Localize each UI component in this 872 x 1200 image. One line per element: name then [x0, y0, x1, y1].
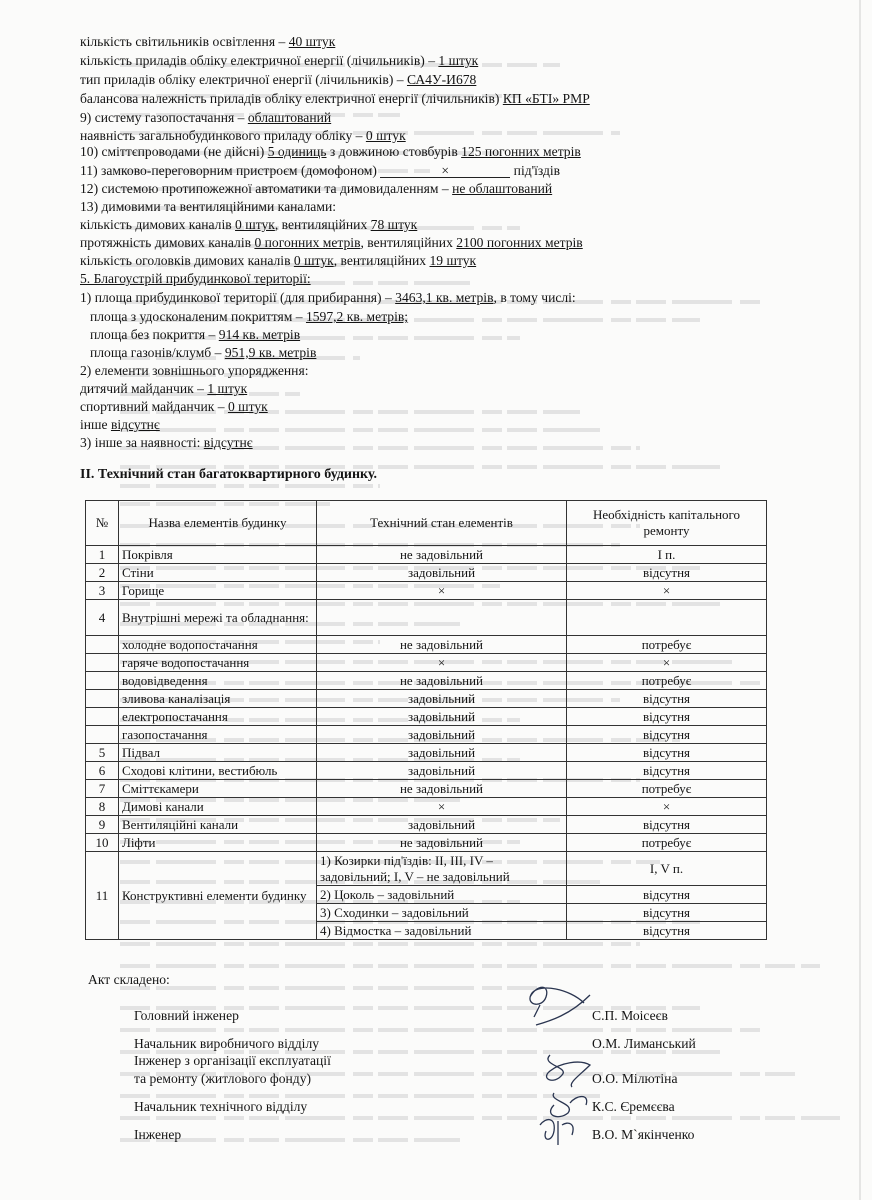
technical-state: задовільний — [317, 564, 567, 582]
table-row — [86, 744, 767, 762]
line-value: 0 штук — [235, 217, 275, 232]
line-value: 1597,2 кв. метрів; — [305, 309, 409, 324]
repair-need: потребує — [567, 672, 767, 690]
table-row — [86, 672, 767, 690]
line-value: 5. Благоустрій прибудинкової території: — [80, 271, 311, 286]
text-line — [80, 199, 336, 215]
signatory-position: Начальник технічного відділу — [134, 1099, 308, 1114]
header-technical-state: Технічний стан елементів — [317, 501, 567, 546]
line-label: спортивний майданчик – — [80, 399, 228, 414]
line-label: дитячий майданчик – — [80, 381, 208, 396]
line-label: кількість оголовків димових каналів — [80, 253, 294, 268]
repair-need: відсутня — [567, 564, 767, 582]
signatory-name: О.О. Мілютіна — [592, 1071, 678, 1086]
technical-state: задовільний — [317, 690, 567, 708]
line-value: 0 штук — [293, 253, 334, 268]
act-compiled-label: Акт складено: — [88, 972, 170, 987]
element-name: зливова каналізація — [119, 690, 317, 708]
technical-state: 1) Козирки під'їздів: II, III, IV – задовільний; I, V – не задовільний — [317, 852, 567, 886]
signatory-name: С.П. Моісеєв — [592, 1008, 668, 1023]
technical-state: 4) Відмостка – задовільний — [317, 922, 567, 940]
repair-need: відсутня — [567, 886, 767, 904]
line-label: з довжиною стовбурів — [326, 144, 462, 159]
row-number — [86, 708, 119, 726]
table-row — [86, 780, 767, 798]
technical-state: задовільний — [317, 708, 567, 726]
line-suffix: під'їздів — [510, 163, 561, 178]
signatory-name: В.О. М`якінченко — [592, 1127, 695, 1142]
signatory-position: Інженер з організації експлуатації — [134, 1053, 331, 1068]
technical-state: задовільний — [317, 744, 567, 762]
row-number — [86, 636, 119, 654]
text-line — [80, 163, 560, 179]
repair-need: відсутня — [567, 726, 767, 744]
row-number: 9 — [86, 816, 119, 834]
technical-state-table — [85, 500, 767, 940]
table-row — [86, 636, 767, 654]
line-label: кількість приладів обліку електричної енергії (лічильників) – — [80, 53, 439, 68]
technical-state: 3) Сходинки – задовільний — [317, 904, 567, 922]
repair-need: відсутня — [567, 816, 767, 834]
line-value: 3463,1 кв. метрів — [395, 290, 494, 305]
line-value: 2100 погонних метрів — [456, 235, 583, 250]
row-number: 5 — [86, 744, 119, 762]
row-number — [86, 690, 119, 708]
line-value: 125 погонних метрів — [461, 144, 581, 159]
line-value: СА4У-И678 — [406, 72, 477, 87]
text-line — [80, 144, 581, 160]
element-name: холодне водопостачання — [119, 636, 317, 654]
repair-need: × — [567, 582, 767, 600]
technical-state: задовільний — [317, 726, 567, 744]
element-name: Внутрішні мережі та обладнання: — [119, 600, 317, 636]
text-line — [80, 235, 583, 251]
line-label: 12) системою протипожежної автоматики та димовидаленням – — [80, 181, 453, 196]
text-line — [80, 363, 309, 379]
line-label: наявність загальнобудинкового приладу обліку – — [80, 128, 366, 143]
repair-need: × — [567, 798, 767, 816]
element-name: гаряче водопостачання — [119, 654, 317, 672]
text-line — [80, 381, 247, 397]
line-value: 1 штук — [438, 53, 479, 68]
text-line — [80, 181, 552, 197]
line-label: балансова належність приладів обліку електричної енергії (лічильників) — [80, 91, 503, 106]
repair-need: × — [567, 654, 767, 672]
repair-need: потребує — [567, 636, 767, 654]
line-label: площа з удосконаленим покриттям – — [90, 309, 306, 324]
line-value: 0 штук — [227, 399, 268, 414]
technical-state: × — [317, 582, 567, 600]
technical-state: задовільний — [317, 816, 567, 834]
signatory-name: К.С. Єремєєва — [592, 1099, 675, 1114]
row-number: 8 — [86, 798, 119, 816]
table-row — [86, 546, 767, 564]
element-name: водовідведення — [119, 672, 317, 690]
row-number: 10 — [86, 834, 119, 852]
row-number: 2 — [86, 564, 119, 582]
repair-need: I, V п. — [567, 852, 767, 886]
table-row — [86, 600, 767, 636]
table-row — [86, 726, 767, 744]
line-label: 13) димовими та вентиляційними каналами: — [80, 199, 336, 214]
text-line — [90, 327, 300, 343]
technical-state: не задовільний — [317, 780, 567, 798]
text-line — [80, 435, 253, 451]
element-name: Покрівля — [119, 546, 317, 564]
technical-state: не задовільний — [317, 834, 567, 852]
table-row — [86, 852, 767, 886]
line-value: відсутнє — [203, 435, 253, 450]
line-label: 10) сміттєпроводами (не дійсні) — [80, 144, 268, 159]
technical-state: не задовільний — [317, 546, 567, 564]
repair-need: відсутня — [567, 762, 767, 780]
technical-state: не задовільний — [317, 636, 567, 654]
element-name: Конструктивні елементи будинку — [119, 852, 317, 940]
signatory-position: Начальник виробничого відділу — [134, 1036, 320, 1051]
line-label: площа без покриття – — [90, 327, 219, 342]
text-line — [80, 217, 417, 233]
line-label: 3) інше за наявності: — [80, 435, 204, 450]
text-line — [80, 110, 331, 126]
table-row — [86, 654, 767, 672]
text-line — [80, 34, 335, 50]
text-line — [90, 309, 408, 325]
text-line — [80, 290, 576, 306]
text-line — [80, 53, 478, 69]
line-value: 1 штук — [207, 381, 248, 396]
line-label: , вентиляційних — [360, 235, 457, 250]
line-label: кількість світильників освітлення – — [80, 34, 289, 49]
row-number: 3 — [86, 582, 119, 600]
table-row — [86, 708, 767, 726]
text-line — [80, 128, 406, 144]
technical-state: задовільний — [317, 762, 567, 780]
technical-state: не задовільний — [317, 672, 567, 690]
line-label: 11) замково-переговорним пристроєм (домофоном) — [80, 163, 381, 178]
repair-need: I п. — [567, 546, 767, 564]
table-row — [86, 582, 767, 600]
row-number: 11 — [86, 852, 119, 940]
row-number — [86, 726, 119, 744]
table-header-row — [86, 501, 767, 546]
technical-state: 2) Цоколь – задовільний — [317, 886, 567, 904]
row-number: 1 — [86, 546, 119, 564]
header-element-name: Назва елементів будинку — [119, 501, 317, 546]
element-name: Сходові клітини, вестибюль — [119, 762, 317, 780]
table-row — [86, 816, 767, 834]
text-line — [80, 271, 311, 287]
line-label: інше — [80, 417, 111, 432]
header-num: № — [86, 501, 119, 546]
line-label: , вентиляційних — [274, 217, 371, 232]
line-value: 40 штук — [288, 34, 336, 49]
line-value: 5 одиниць — [267, 144, 327, 159]
element-name: Димові канали — [119, 798, 317, 816]
line-value: облаштований — [247, 110, 332, 125]
repair-need: відсутня — [567, 904, 767, 922]
row-number — [86, 672, 119, 690]
repair-need: відсутня — [567, 744, 767, 762]
header-repair-need: Необхідність капітального ремонту — [567, 501, 767, 546]
repair-need: відсутня — [567, 708, 767, 726]
repair-need: потребує — [567, 834, 767, 852]
line-value: 78 штук — [370, 217, 418, 232]
technical-state: × — [317, 654, 567, 672]
line-label: кількість димових каналів — [80, 217, 236, 232]
text-line — [90, 345, 316, 361]
table-row — [86, 798, 767, 816]
row-number — [86, 654, 119, 672]
table-row — [86, 690, 767, 708]
repair-need: відсутня — [567, 922, 767, 940]
repair-need: відсутня — [567, 690, 767, 708]
text-line — [80, 399, 268, 415]
row-number: 7 — [86, 780, 119, 798]
technical-state: × — [317, 798, 567, 816]
element-name: Горище — [119, 582, 317, 600]
handwritten-signatures — [510, 975, 620, 1155]
line-value: 951,9 кв. метрів — [224, 345, 317, 360]
repair-need: потребує — [567, 780, 767, 798]
table-row — [86, 834, 767, 852]
signatory-position: Головний інженер — [134, 1008, 239, 1023]
text-line — [80, 417, 160, 433]
row-number: 6 — [86, 762, 119, 780]
line-label: , вентиляційних — [333, 253, 430, 268]
element-name: Стіни — [119, 564, 317, 582]
text-line — [80, 72, 476, 88]
row-number: 4 — [86, 600, 119, 636]
element-name: Сміттєкамери — [119, 780, 317, 798]
element-name: газопостачання — [119, 726, 317, 744]
line-label: протяжність димових каналів — [80, 235, 255, 250]
text-line — [80, 91, 590, 107]
element-name: Вентиляційні канали — [119, 816, 317, 834]
line-value: 0 штук — [365, 128, 406, 143]
line-suffix: , в тому числі: — [493, 290, 576, 305]
element-name: Ліфти — [119, 834, 317, 852]
line-label: 9) систему газопостачання – — [80, 110, 248, 125]
line-label: площа газонів/клумб – — [90, 345, 225, 360]
technical-state — [317, 600, 567, 636]
line-value: 914 кв. метрів — [218, 327, 301, 342]
line-label: 2) елементи зовнішнього упорядження: — [80, 363, 309, 378]
line-label: 1) площа прибудинкової території (для прибирання) – — [80, 290, 396, 305]
element-name: електропостачання — [119, 708, 317, 726]
line-value: відсутнє — [110, 417, 160, 432]
text-line — [80, 253, 476, 269]
element-name: Підвал — [119, 744, 317, 762]
signatory-position: Інженер — [134, 1127, 182, 1142]
section-title: ІІ. Технічний стан багатоквартирного будинку. — [80, 467, 378, 482]
line-label: тип приладів обліку електричної енергії (лічильників) – — [80, 72, 407, 87]
line-value: 0 погонних метрів — [254, 235, 361, 250]
table-row — [86, 564, 767, 582]
line-value: не облаштований — [452, 181, 553, 196]
repair-need — [567, 600, 767, 636]
line-value: КП «БТІ» РМР — [502, 91, 590, 106]
signatory-name: О.М. Лиманський — [592, 1036, 696, 1051]
signatory-position: та ремонту (житлового фонду) — [134, 1071, 312, 1086]
line-value: 19 штук — [429, 253, 477, 268]
line-blank-value: × — [380, 164, 510, 178]
table-row — [86, 762, 767, 780]
